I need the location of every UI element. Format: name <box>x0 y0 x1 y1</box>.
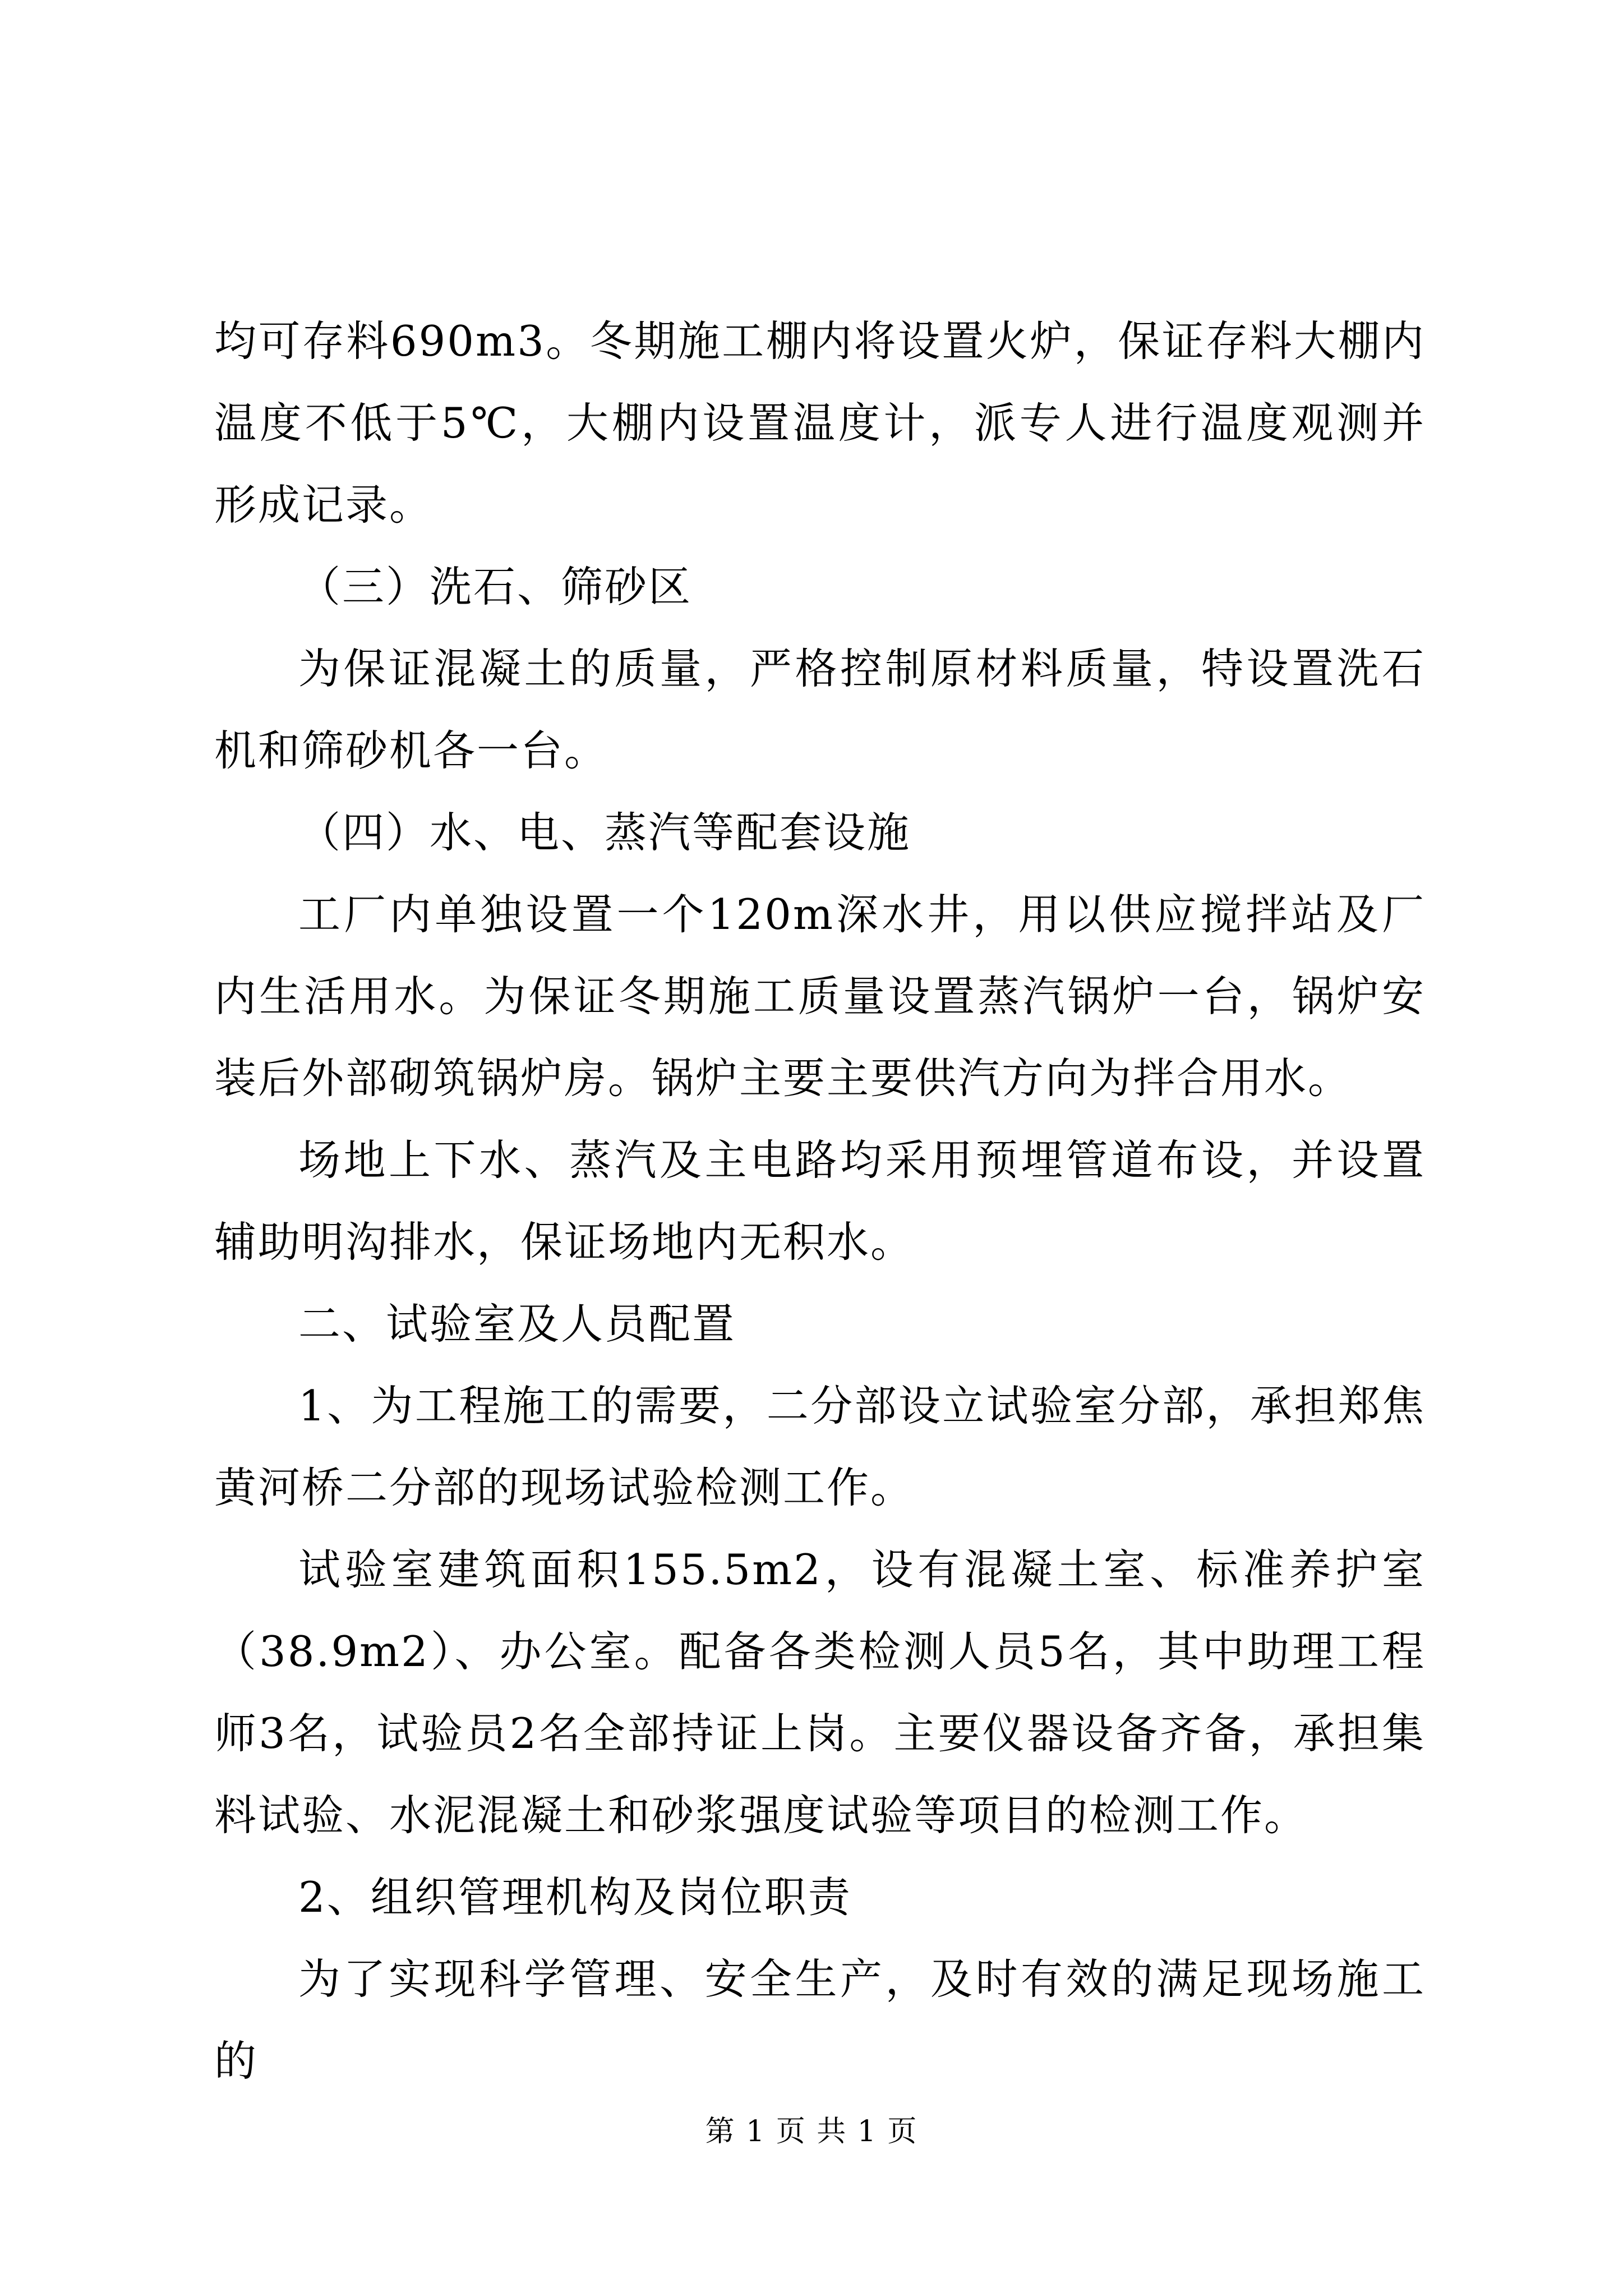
page-number-footer: 第 1 页 共 1 页 <box>705 2115 918 2148</box>
paragraph-1: 均可存料690m3。冬期施工棚内将设置火炉，保证存料大棚内温度不低于5℃，大棚内设置温度计，派专人进行温度观测并形成记录。 <box>214 316 1426 530</box>
section-heading-lab: 二、试验室及人员配置 <box>298 1299 736 1349</box>
paragraph-6: 场地上下水、蒸汽及主电路均采用预埋管道布设，并设置辅助明沟排水，保证场地内无积水。 <box>214 1135 1426 1267</box>
paragraph-3: 为保证混凝土的质量，严格控制原材料质量，特设置洗石机和筛砂机各一台。 <box>214 644 1426 775</box>
section-heading-org: 2、组织管理机构及岗位职责 <box>298 1872 852 1922</box>
paragraph-5: 工厂内单独设置一个120m深水井，用以供应搅拌站及厂内生活用水。为保证冬期施工质量设置蒸汽锅炉一台，锅炉安装后外部砌筑锅炉房。锅炉主要主要供汽方向为拌合用水。 <box>214 890 1426 1103</box>
paragraph-8: 1、为工程施工的需要，二分部设立试验室分部，承担郑焦黄河桥二分部的现场试验检测工作。 <box>214 1381 1426 1512</box>
section-heading-4: （四）水、电、蒸汽等配套设施 <box>298 808 911 857</box>
paragraph-11: 为了实现科学管理、安全生产，及时有效的满足现场施工的 <box>214 1954 1426 2086</box>
paragraph-9: 试验室建筑面积155.5m2，设有混凝土室、标准养护室（38.9m2）、办公室。配备各类检测人员5名，其中助理工程师3名，试验员2名全部持证上岗。主要仪器设备齐备，承担集料试验、水泥混凝土和砂浆强度试验等项目的检测工作。 <box>214 1545 1426 1840</box>
section-heading-3: （三）洗石、筛砂区 <box>298 562 693 611</box>
document-body <box>214 300 1426 2102</box>
